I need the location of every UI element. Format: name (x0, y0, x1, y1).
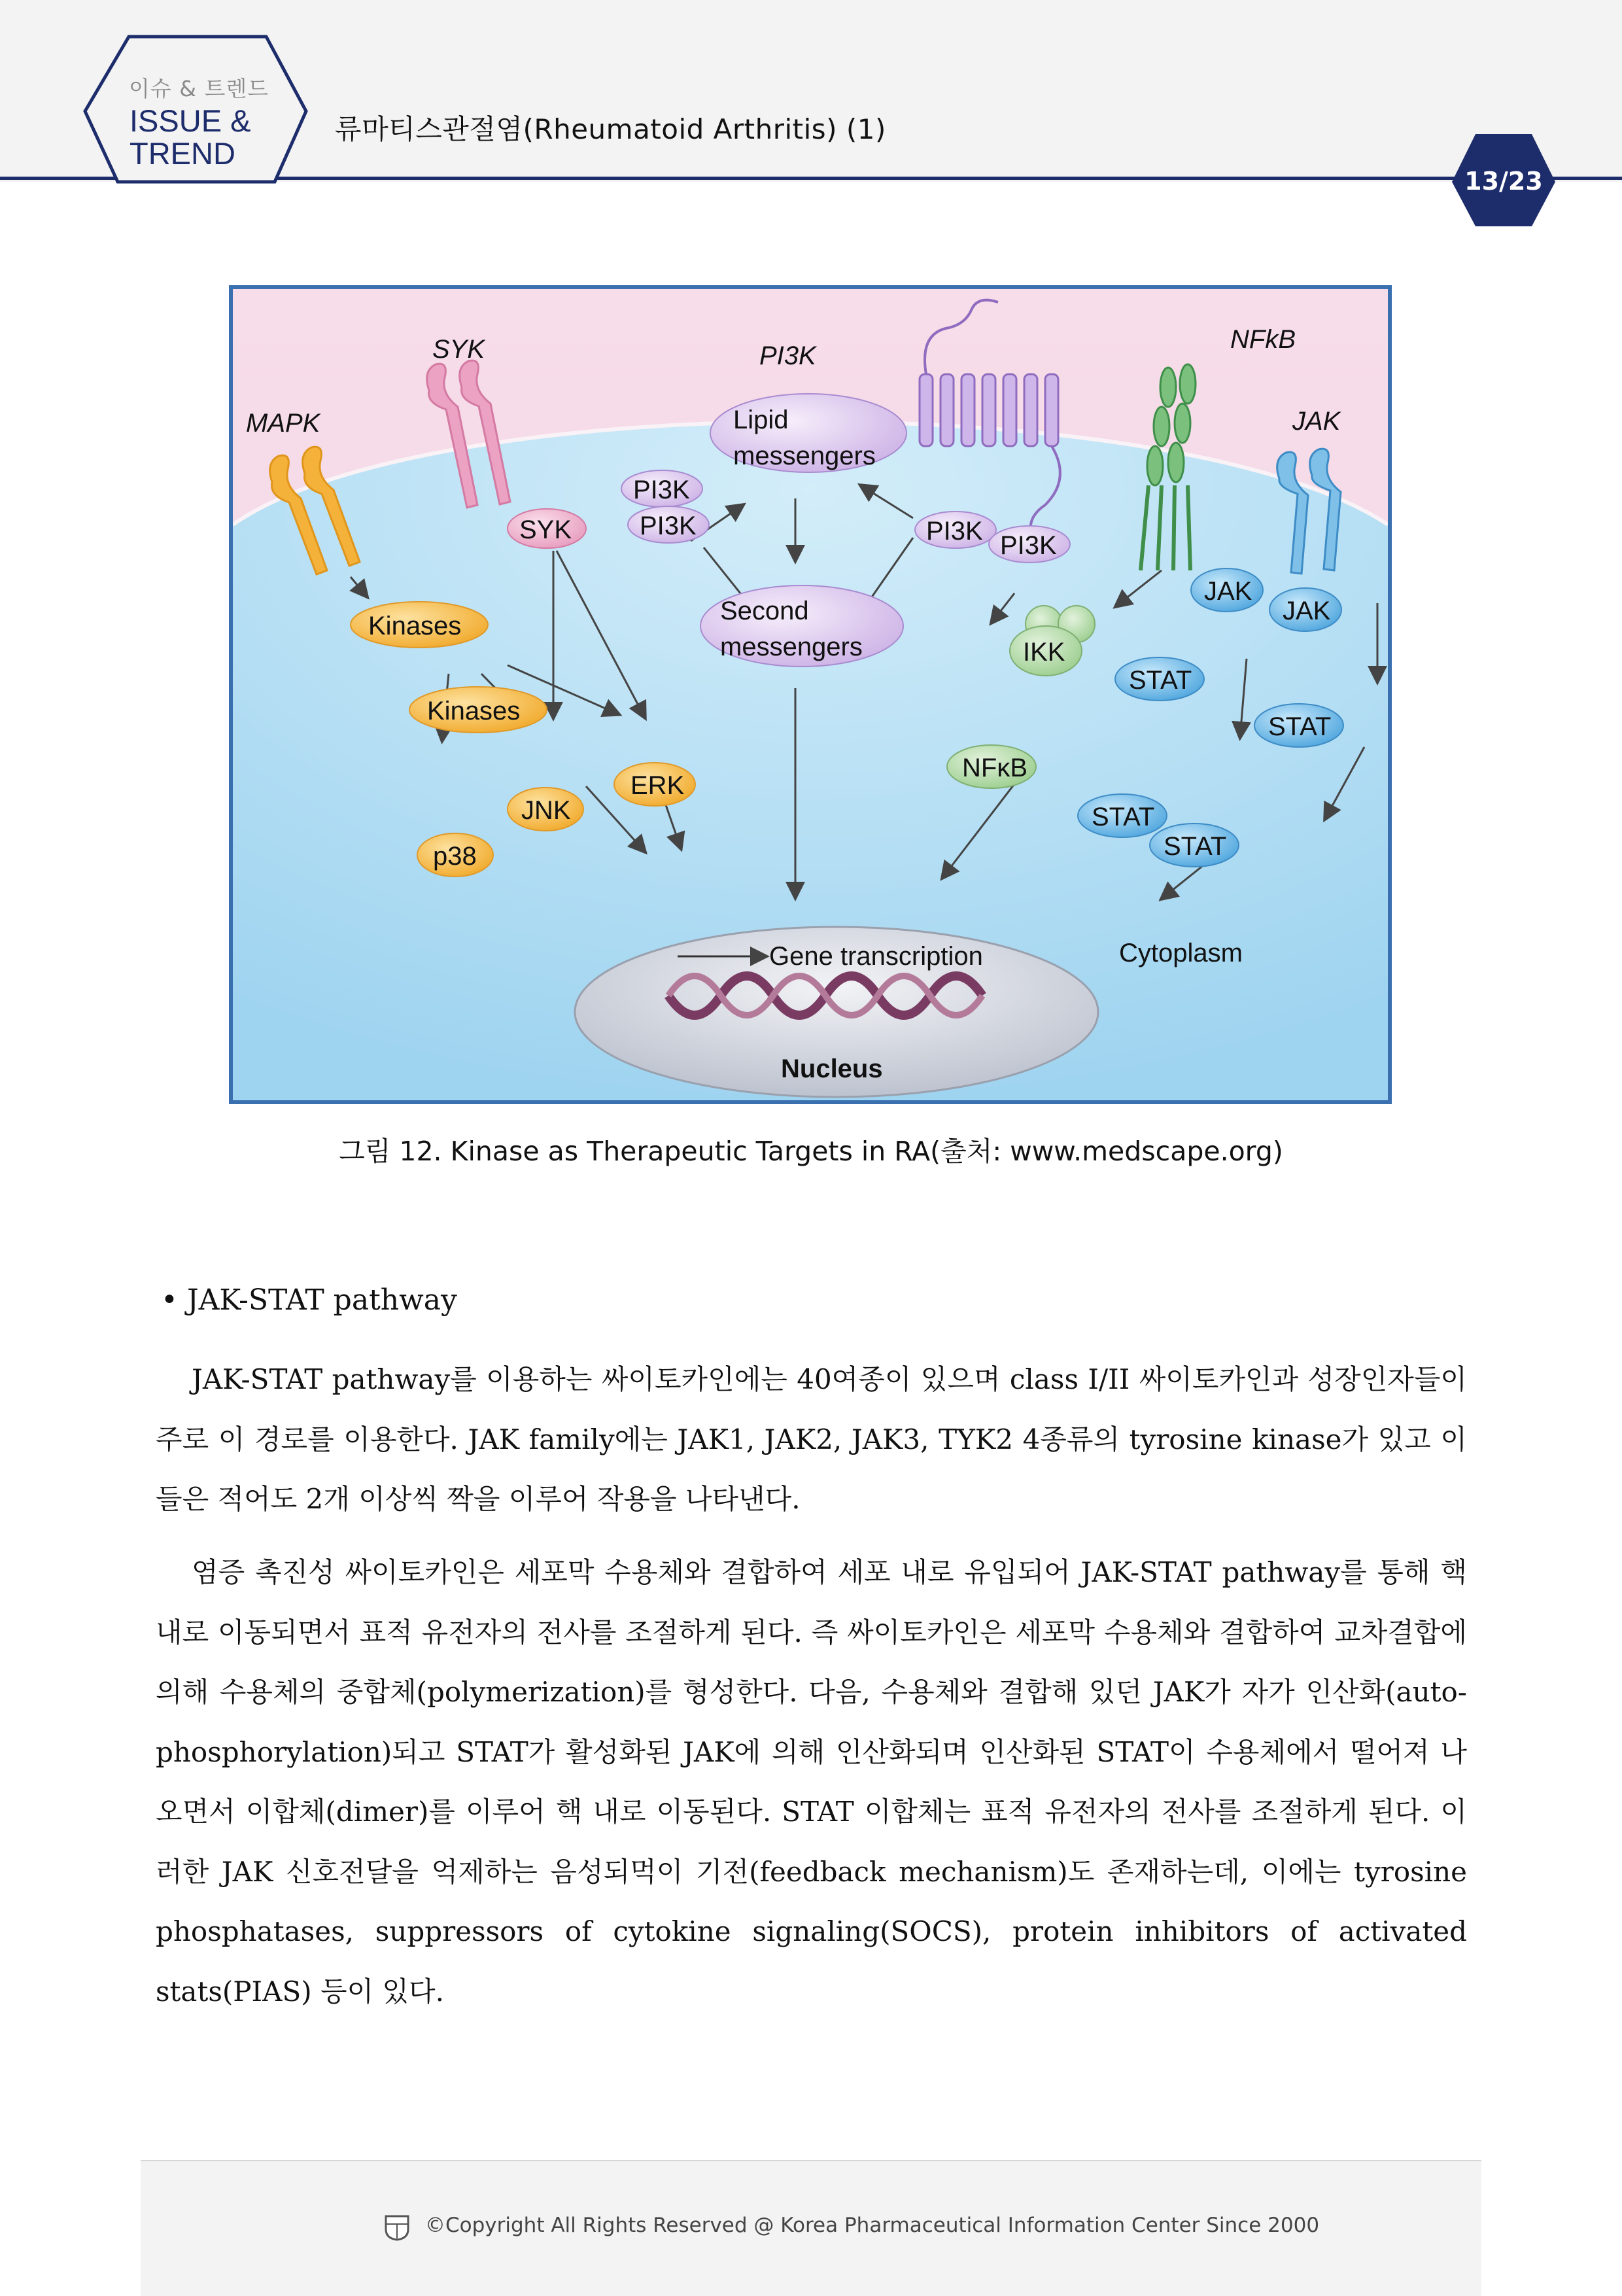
second-messengers-label: Second (720, 597, 809, 625)
section-tag-trend: TREND (129, 136, 235, 171)
pi3k-label: PI3K (926, 517, 983, 546)
lipid-label: messengers (733, 442, 876, 470)
syk-label: SYK (519, 515, 572, 544)
figure-caption: 그림 12. Kinase as Therapeutic Targets in RA(출처: www.medscape.org) (339, 1136, 1283, 1167)
section-tag-korean: 이슈 & 트렌드 (129, 76, 269, 101)
mapk-receptor-label: MAPK (246, 409, 320, 438)
nfkb-label: NFκB (962, 754, 1027, 782)
pi3k-label: PI3K (633, 476, 690, 504)
second-messengers-label: messengers (720, 633, 863, 661)
p38-label: p38 (433, 842, 477, 871)
jak-receptor-label: JAK (1292, 407, 1341, 436)
jak-label: JAK (1204, 577, 1252, 606)
erk-label: ERK (630, 771, 685, 800)
paragraph: JAK-STAT pathway를 이용하는 싸이토카인에는 40여종이 있으며 class I/II 싸이토카인과 성장인자들이 주로 이 경로를 이용한다. JAK family에는 JAK1, JAK2, JAK3, TYK2 4종류의 tyrosine kinase가 있고 이들은 적어도 2개 이상씩 짝을 이루어 작용을 나타낸다. (156, 1363, 1467, 1515)
cytoplasm-label: Cytoplasm (1119, 939, 1243, 967)
lipid-label: Lipid (733, 406, 789, 434)
pi3k-label: PI3K (1000, 531, 1057, 560)
stat-label: STAT (1092, 803, 1155, 831)
stat-label: STAT (1268, 712, 1332, 741)
jak-label: JAK (1283, 597, 1331, 625)
jnk-label: JNK (521, 796, 571, 825)
syk-receptor-label: SYK (432, 335, 485, 364)
gpcr-receptor (920, 374, 1058, 446)
kinases-label: Kinases (368, 612, 462, 640)
section-bullet-heading: • JAK-STAT pathway (161, 1283, 457, 1317)
pi3k-receptor-label: PI3K (759, 341, 816, 370)
kinases-label: Kinases (427, 697, 521, 725)
kpic-logo-icon (383, 2214, 411, 2241)
pi3k-label: PI3K (640, 512, 697, 540)
document-title: 류마티스관절염(Rheumatoid Arthritis) (1) (335, 113, 886, 145)
footer-copyright: ©Copyright All Rights Reserved @ Korea Pharmaceutical Information Center Since 2000 (425, 2214, 1320, 2237)
ikk-label: IKK (1023, 638, 1065, 667)
pathway-figure (229, 285, 1392, 1104)
pathway-diagram (233, 289, 1388, 1100)
page-number: 13/23 (1464, 167, 1543, 196)
section-tag-issue: ISSUE & (129, 103, 251, 138)
stat-label: STAT (1129, 666, 1192, 695)
nucleus-label: Nucleus (781, 1054, 883, 1083)
nfkb-receptor-label: NFkB (1230, 325, 1296, 354)
gene-transcription-label: Gene transcription (769, 942, 983, 971)
paragraph: 염증 촉진성 싸이토카인은 세포막 수용체와 결합하여 세포 내로 유입되어 JAK-STAT pathway를 통해 핵 내로 이동되면서 표적 유전자의 전사를 조절하게 된다. 즉 싸이토카인은 세포막 수용체와 결합하여 교차결합에 의해 수용체의 중합체(polymerization)를 형성한다. 다음, 수용체와 결합해 있던 JAK가 자가 인산화(auto-phosphorylation)되고 STAT가 활성화된 JAK에 의해 인산화되며 인산화된 STAT이 수용체에서 떨어져 나오면서 이합체(dimer)를 이루어 핵 내로 이동된다. STAT 이합체는 표적 유전자의 전사를 조절하게 된다. 이러한 JAK 신호전달을 억제하는 음성되먹이 기전(feedback mechanism)도 존재하는데, 이에는 tyrosine phosphatases, suppressors of cytokine signaling(SOCS), protein inhibitors of activated stats(PIAS) 등이 있다. (156, 1556, 1467, 2008)
stat-label: STAT (1164, 832, 1227, 861)
